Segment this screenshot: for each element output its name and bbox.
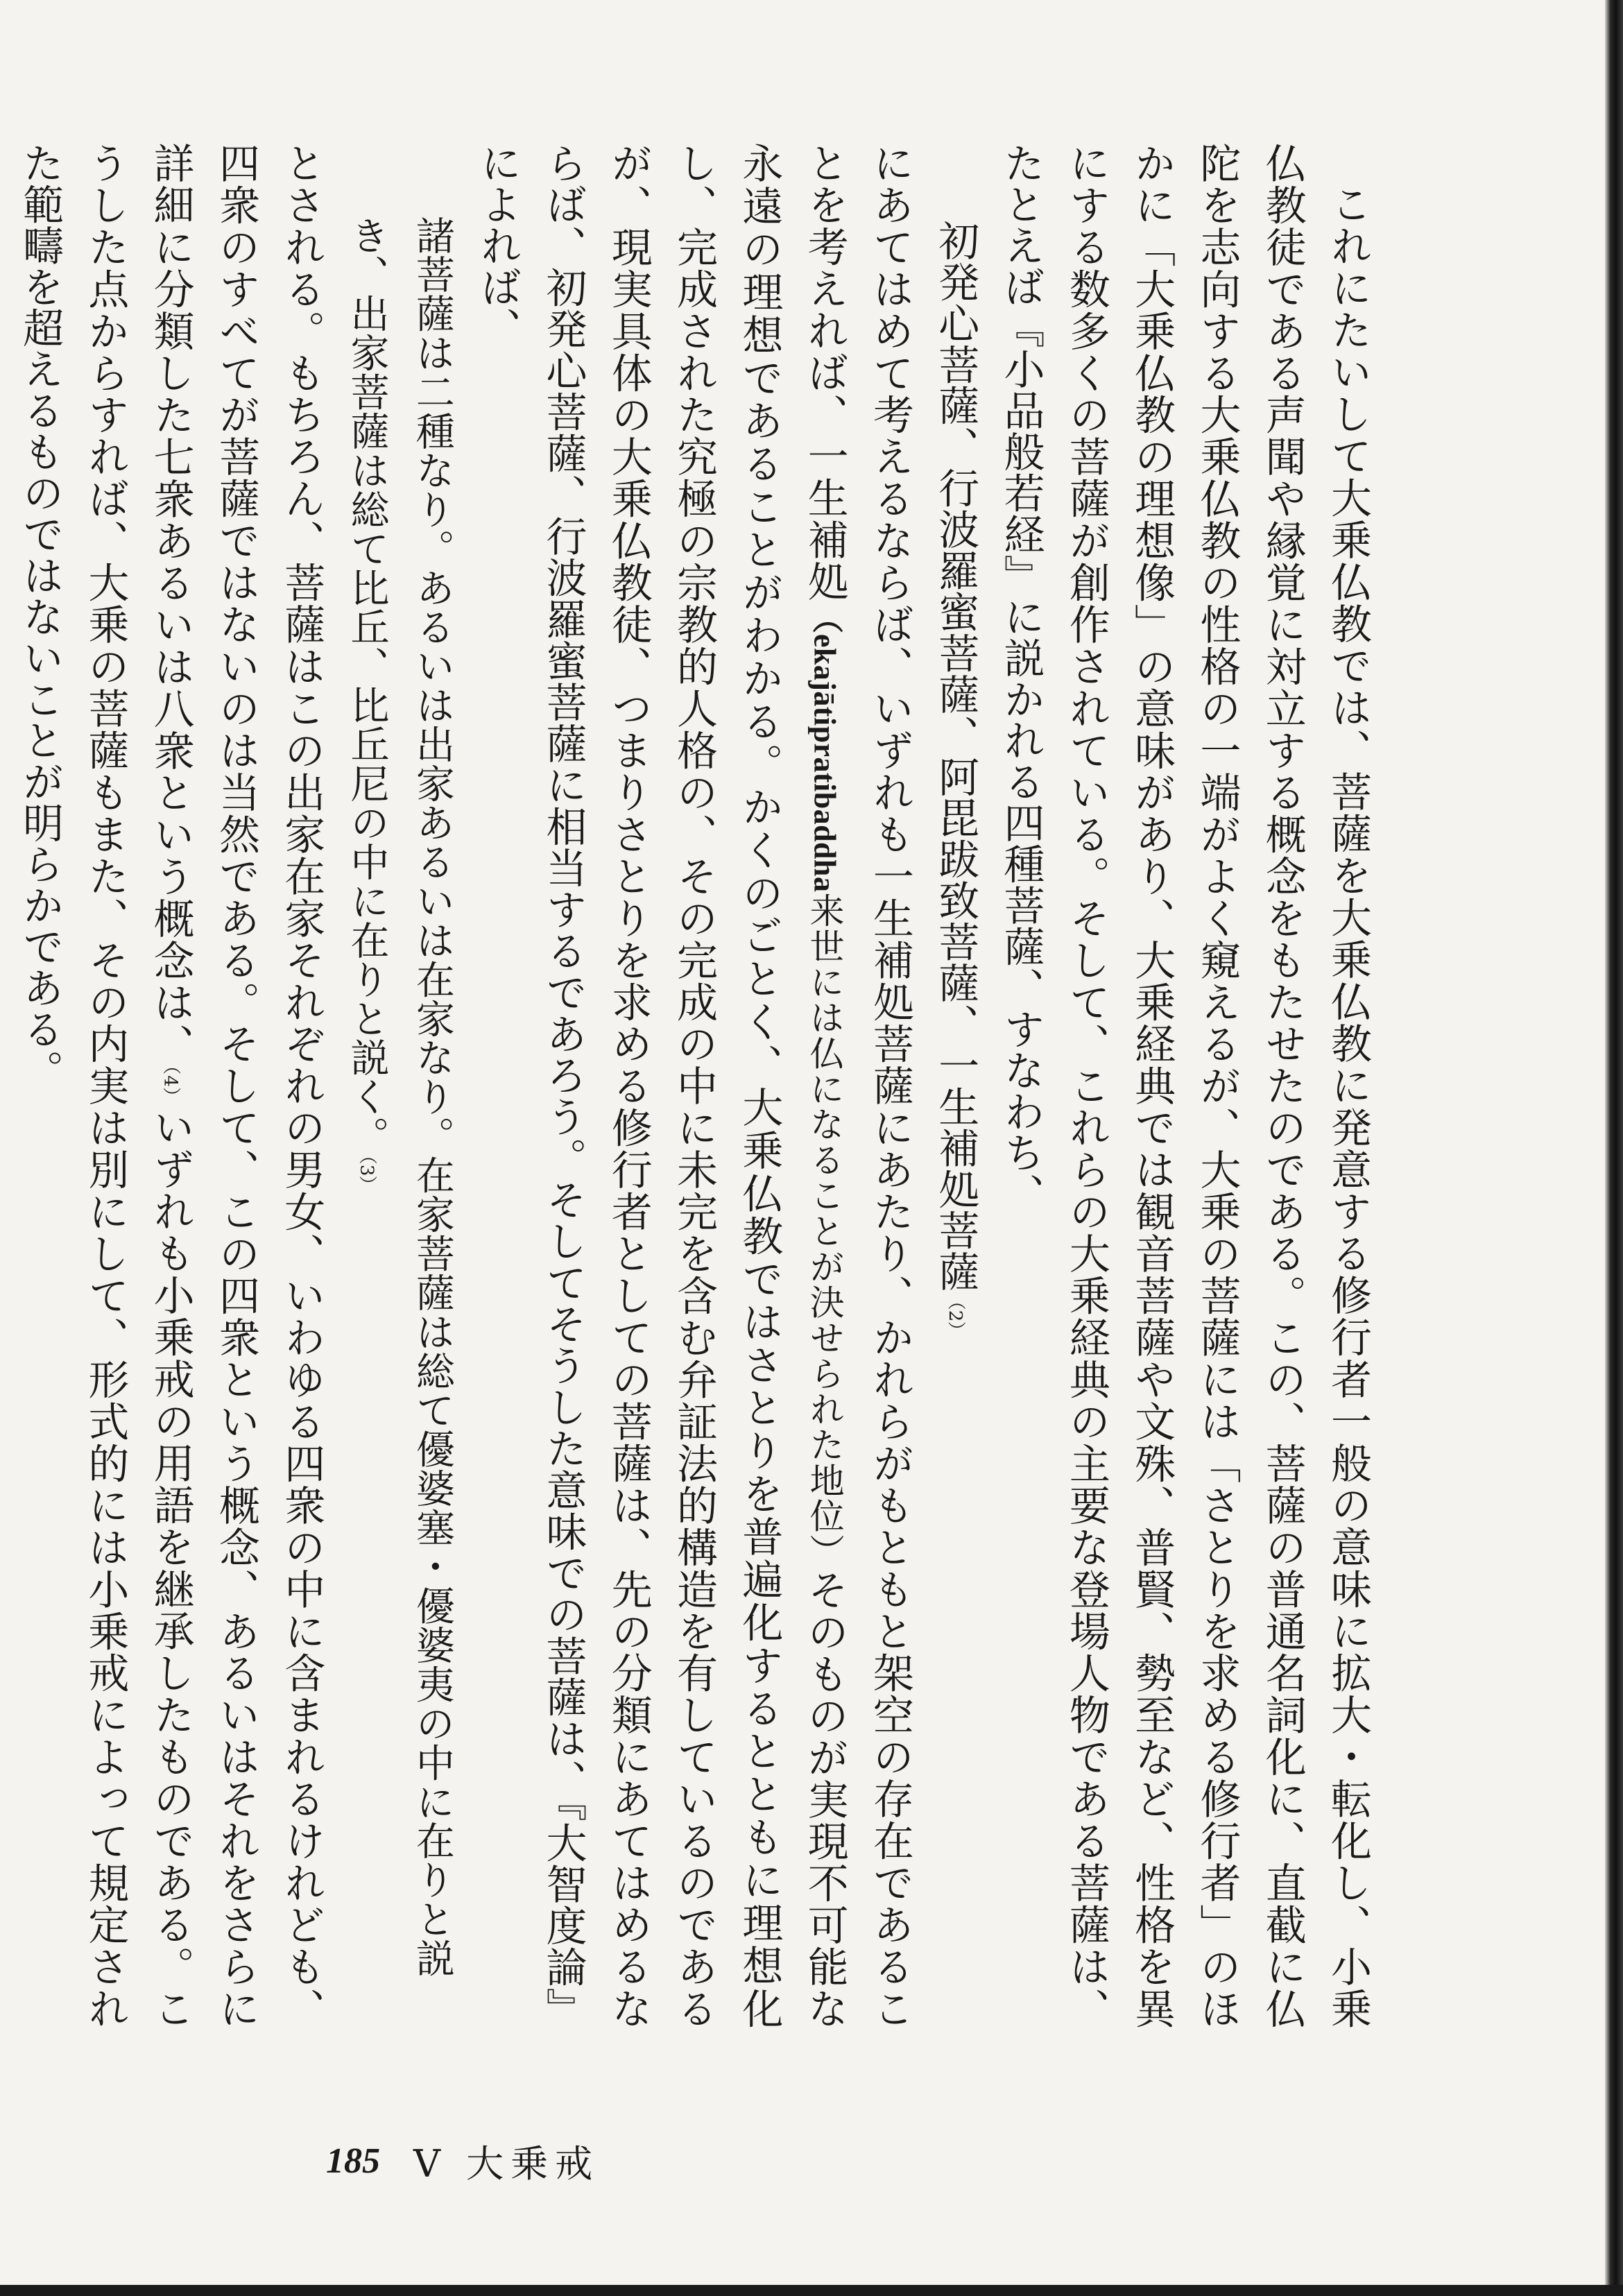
block-quote	[334, 142, 465, 2029]
note-2: （2）	[945, 1292, 966, 1340]
page-binding-edge	[1605, 0, 1623, 2296]
page-bottom-edge	[0, 2285, 1623, 2296]
paragraph-2-text-a: にあてはめて考えるならば、いずれも一生補処菩薩にあたり、かれらがもともと架空の存在であることを考えれば、一生補処	[800, 142, 914, 2029]
note-3: （3）	[356, 1156, 377, 1194]
body-text	[7, 142, 1380, 2029]
paragraph-3-text-a: とされる。もちろん、菩薩はこの出家在家それぞれの男女、いわゆる四衆の中に含まれるけれども、四衆のすべてが菩薩ではないのは当然である。そして、この四衆という概念、あるいはそれをさらに詳細に分類した七衆あるいは八衆という概念は、	[146, 142, 326, 2029]
four-bodhisattvas-line	[922, 142, 988, 2029]
sanskrit-term: （ekajātipratibaddha	[807, 602, 842, 893]
paragraph-1-text: これにたいして大乗仏教では、菩薩を大乗仏教に発意する修行者一般の意味に拡大・転化し、小乗仏教徒である声聞や縁覚に対立する概念をもたせたのである。この、菩薩の普通名詞化に、直截に仏陀を志向する大乗仏教の性格の一端がよく窺えるが、大乗の菩薩には「さとりを求める修行者」のほかに「大乗仏教の理想像」の意味があり、大乗経典では観音菩薩や文殊、普賢、勢至など、性格を異にする数多くの菩薩が創作されている。そして、これらの大乗経典の主要な登場人物である菩薩は、たとえば『小品般若経』に説かれる四種菩薩、すなわち、	[997, 142, 1372, 2029]
chapter-title: V 大乗戒	[413, 2141, 600, 2186]
page-number: 185	[326, 2141, 380, 2181]
term-gloss: 来世には仏になることが決せられた地位）	[804, 892, 845, 1570]
paragraph-3	[7, 142, 334, 2029]
paragraph-3-text-b: いずれも小乗戒の用語を継承したものである。こうした点からすれば、大乗の菩薩もまた、その内実は別にして、形式的には小乗戒によって規定された範疇を超えるものではないことが明らかである。	[16, 142, 195, 2029]
paragraph-2	[465, 142, 922, 2029]
note-4: （4）	[160, 1065, 181, 1106]
paragraph-2-text-b: そのものが実現不可能な永遠の理想であることがわかる。かくのごとく、大乗仏教ではさとりを普遍化するとともに理想化し、完成された究極の宗教的人格の、その完成の中に未完を含む弁証法的構造を有しているのであるが、現実具体の大乗仏教徒、つまりさとりを求める修行者としての菩薩は、先の分類にあてはめるならば、初発心菩薩、行波羅蜜菩薩に相当するであろう。そしてそうした意味での菩薩は、『大智度論』によれば、	[474, 142, 849, 2029]
page-footer	[326, 2119, 599, 2202]
quote-text: 諸菩薩は二種なり。あるいは出家あるいは在家なり。在家菩薩は総て優婆塞・優婆夷の中に在りと説き、出家菩薩は総て比丘、比丘尼の中に在りと説く。	[344, 216, 455, 1978]
four-bodhisattvas-text: 初発心菩薩、行波羅蜜菩薩、阿毘跋致菩薩、一生補処菩薩	[931, 220, 980, 1292]
paragraph-1	[988, 142, 1380, 2029]
